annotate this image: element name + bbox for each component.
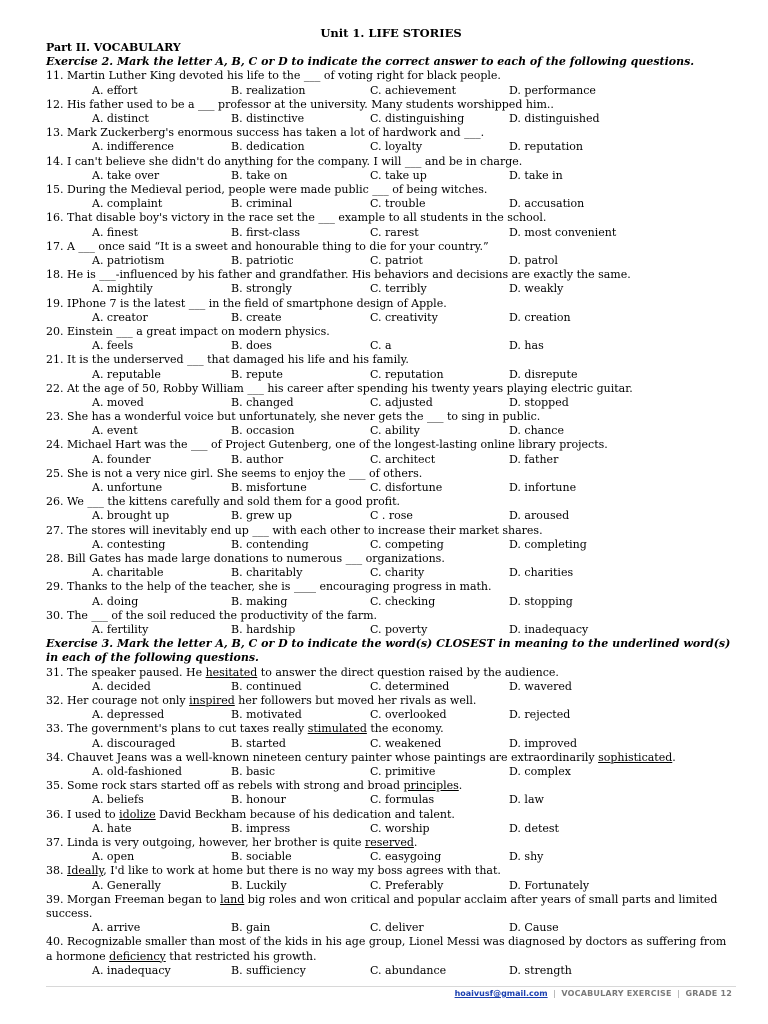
question-text-after: her followers but moved her rivals as well. bbox=[234, 694, 477, 708]
option-d: D. complex bbox=[509, 765, 571, 778]
question-text-before: 31. The speaker paused. He bbox=[46, 665, 206, 679]
option-a: A. brought up bbox=[92, 509, 170, 523]
option-d: D. take in bbox=[509, 168, 563, 182]
option-d: D. weakly bbox=[509, 282, 564, 296]
answer-options-row bbox=[46, 481, 736, 495]
option-c: C. achievement bbox=[370, 83, 457, 97]
option-c: C. rarest bbox=[370, 225, 419, 239]
option-d: D. rejected bbox=[509, 708, 571, 722]
answer-options-row bbox=[46, 396, 736, 410]
option-b: B. impress bbox=[231, 821, 291, 835]
option-b: B. author bbox=[231, 452, 284, 466]
option-c: C. competing bbox=[370, 537, 444, 551]
question-text-before: 38. bbox=[46, 864, 67, 878]
footer-grade: GRADE 12 bbox=[685, 989, 732, 998]
question-text-before: 34. Chauvet Jeans was a well-known nineteen century painter whose paintings are extraordinarily bbox=[46, 750, 599, 764]
option-a: A. reputable bbox=[92, 367, 161, 381]
question-text-after: . bbox=[672, 750, 676, 764]
question-text bbox=[46, 722, 736, 736]
option-d: D. reputation bbox=[509, 140, 583, 154]
underlined-word: stimulated bbox=[307, 722, 367, 736]
option-c: C. poverty bbox=[370, 623, 428, 637]
option-c: C. trouble bbox=[370, 197, 426, 211]
option-c: C. worship bbox=[370, 821, 430, 835]
option-c: C. ability bbox=[370, 424, 420, 438]
option-d: D. distinguished bbox=[509, 112, 600, 125]
footer-divider bbox=[46, 986, 736, 987]
answer-options-row bbox=[46, 964, 736, 978]
option-b: B. first-class bbox=[231, 225, 300, 239]
option-b: B. continued bbox=[231, 679, 302, 693]
option-b: B. grew up bbox=[231, 509, 292, 523]
option-a: A. indifference bbox=[92, 140, 174, 154]
option-b: B. sufficiency bbox=[231, 963, 306, 977]
option-d: D. accusation bbox=[509, 197, 585, 211]
option-d: D. creation bbox=[509, 310, 571, 324]
question-text-after: to answer the direct question raised by the audience. bbox=[257, 665, 559, 679]
option-d: D. charities bbox=[509, 566, 574, 580]
question-text: 17. A ___ once said “It is a sweet and honourable thing to die for your country.” bbox=[46, 239, 489, 253]
option-b: B. motivated bbox=[231, 708, 302, 722]
question-text bbox=[46, 779, 736, 793]
option-c: C. reputation bbox=[370, 367, 444, 381]
question-text bbox=[46, 808, 736, 822]
question-text: 25. She is not a very nice girl. She seems to enjoy the ___ of others. bbox=[46, 466, 423, 480]
answer-options-row bbox=[46, 566, 736, 580]
question-text: 19. IPhone 7 is the latest ___ in the field of smartphone design of Apple. bbox=[46, 296, 447, 310]
underlined-word: sophisticated bbox=[598, 750, 673, 764]
question-text bbox=[46, 893, 736, 921]
answer-options-row bbox=[46, 339, 736, 353]
exercise-3-questions bbox=[46, 666, 736, 978]
option-c: C. formulas bbox=[370, 793, 435, 807]
option-c: C. terribly bbox=[370, 282, 427, 296]
option-b: B. honour bbox=[231, 793, 286, 807]
question-text bbox=[46, 864, 736, 878]
answer-options-row bbox=[46, 311, 736, 325]
option-a: A. finest bbox=[92, 225, 138, 239]
option-c: C. charity bbox=[370, 566, 425, 580]
option-b: B. changed bbox=[231, 395, 294, 409]
option-c: C. creativity bbox=[370, 310, 438, 324]
option-d: D. strength bbox=[509, 963, 572, 977]
answer-options-row bbox=[46, 538, 736, 552]
answer-options-row bbox=[46, 509, 736, 523]
exercise-3-heading: Exercise 3. Mark the letter A, B, C or D to indicate the word(s) CLOSEST in meaning to the underlined word(s) in each of the following questions. bbox=[46, 637, 731, 665]
answer-options-row bbox=[46, 793, 736, 807]
footer-separator: | bbox=[553, 989, 556, 998]
option-a: A. creator bbox=[92, 310, 148, 324]
option-a: A. contesting bbox=[92, 537, 166, 551]
question-text: 23. She has a wonderful voice but unfortunately, she never gets the ___ to sing in public. bbox=[46, 410, 541, 424]
option-a: A. mightily bbox=[92, 282, 153, 296]
option-b: B. occasion bbox=[231, 424, 295, 438]
option-c: C. architect bbox=[370, 452, 436, 466]
option-a: A. fertility bbox=[92, 623, 149, 637]
answer-options-row bbox=[46, 112, 736, 126]
option-d: D. shy bbox=[509, 850, 544, 864]
question-text: 16. That disable boy's victory in the race set the ___ example to all students in the school. bbox=[46, 211, 547, 225]
option-d: D. Cause bbox=[509, 921, 559, 935]
option-c: C. primitive bbox=[370, 765, 436, 778]
answer-options-row bbox=[46, 680, 736, 694]
option-b: B. charitably bbox=[231, 566, 303, 580]
answer-options-row bbox=[46, 453, 736, 467]
question-text-before: 35. Some rock stars started off as rebels with strong and broad bbox=[46, 779, 404, 793]
answer-options-row bbox=[46, 595, 736, 609]
option-a: A. moved bbox=[92, 395, 144, 409]
option-c: C. take up bbox=[370, 168, 427, 182]
question-text-before: 37. Linda is very outgoing, however, her brother is quite bbox=[46, 835, 365, 849]
question-text-after: the economy. bbox=[366, 722, 444, 736]
option-a: A. beliefs bbox=[92, 793, 144, 807]
footer-email-link[interactable]: hoaivusf@gmail.com bbox=[454, 989, 548, 998]
option-b: B. dedication bbox=[231, 140, 305, 154]
underlined-word: deficiency bbox=[109, 949, 166, 963]
exercise-2-questions bbox=[46, 69, 736, 637]
question-text: 14. I can't believe she didn't do anything for the company. I will ___ and be in charge. bbox=[46, 154, 523, 168]
question-text bbox=[46, 935, 736, 963]
option-a: A. event bbox=[92, 424, 138, 438]
option-a: A. distinct bbox=[92, 112, 149, 125]
question-text: 28. Bill Gates has made large donations to numerous ___ organizations. bbox=[46, 552, 445, 566]
option-a: A. discouraged bbox=[92, 736, 176, 750]
footer-label: VOCABULARY EXERCISE bbox=[561, 989, 672, 998]
answer-options-row bbox=[46, 737, 736, 751]
option-a: A. hate bbox=[92, 821, 132, 835]
option-a: A. charitable bbox=[92, 566, 164, 580]
option-d: D. aroused bbox=[509, 509, 570, 523]
option-c: C. determined bbox=[370, 679, 450, 693]
question-text-after: . bbox=[413, 835, 418, 849]
option-c: C. Preferably bbox=[370, 878, 444, 892]
underlined-word: idolize bbox=[119, 807, 156, 821]
option-d: D. infortune bbox=[509, 481, 577, 495]
option-c: C. abundance bbox=[370, 963, 447, 977]
option-d: D. chance bbox=[509, 424, 564, 438]
question-text: 11. Martin Luther King devoted his life to the ___ of voting right for black people. bbox=[46, 69, 501, 83]
underlined-word: principles bbox=[403, 779, 459, 793]
answer-options-row bbox=[46, 850, 736, 864]
option-a: A. inadequacy bbox=[92, 963, 171, 977]
answer-options-row bbox=[46, 197, 736, 211]
question-text: 15. During the Medieval period, people were made public ___ of being witches. bbox=[46, 182, 488, 196]
option-d: D. improved bbox=[509, 736, 578, 750]
option-a: A. feels bbox=[92, 339, 134, 353]
option-b: B. Luckily bbox=[231, 878, 287, 892]
option-c: C . rose bbox=[370, 509, 413, 523]
question-text-after: big roles and won critical and popular acclaim after years of small parts and limited success. bbox=[46, 892, 718, 920]
option-d: D. law bbox=[509, 793, 544, 807]
answer-options-row bbox=[46, 84, 736, 98]
underlined-word: reserved bbox=[364, 835, 414, 849]
option-b: B. realization bbox=[231, 83, 306, 97]
option-d: D. inadequacy bbox=[509, 623, 589, 637]
question-text-after: David Beckham because of his dedication and talent. bbox=[155, 807, 455, 821]
option-b: B. making bbox=[231, 594, 288, 608]
question-text bbox=[46, 751, 736, 765]
option-d: D. stopping bbox=[509, 594, 573, 608]
option-c: C. easygoing bbox=[370, 850, 442, 864]
option-b: B. basic bbox=[231, 765, 275, 778]
option-c: C. adjusted bbox=[370, 395, 433, 409]
option-b: B. take on bbox=[231, 168, 288, 182]
option-a: A. patriotism bbox=[92, 253, 165, 267]
option-a: A. open bbox=[92, 850, 135, 864]
option-d: D. most convenient bbox=[509, 225, 617, 239]
question-text-before: 33. The government's plans to cut taxes really bbox=[46, 722, 308, 736]
option-c: C. patriot bbox=[370, 253, 423, 267]
question-text: 13. Mark Zuckerberg's enormous success has taken a lot of hardwork and ___. bbox=[46, 126, 485, 140]
option-a: A. founder bbox=[92, 452, 151, 466]
exercise-2-heading: Exercise 2. Mark the letter A, B, C or D to indicate the correct answer to each of the following questions. bbox=[46, 55, 695, 69]
option-d: D. performance bbox=[509, 83, 596, 97]
option-b: B. repute bbox=[231, 367, 283, 381]
underlined-word: hesitated bbox=[205, 665, 258, 679]
option-d: D. has bbox=[509, 339, 544, 353]
page-footer bbox=[455, 989, 732, 998]
option-b: B. started bbox=[231, 736, 286, 750]
option-d: D. completing bbox=[509, 537, 587, 551]
answer-options-row bbox=[46, 140, 736, 154]
question-text: 29. Thanks to the help of the teacher, she is ____ encouraging progress in math. bbox=[46, 580, 492, 594]
option-b: B. misfortune bbox=[231, 481, 307, 495]
question-text: 20. Einstein ___ a great impact on modern physics. bbox=[46, 324, 330, 338]
underlined-word: Ideally bbox=[67, 864, 104, 878]
question-text: 12. His father used to be a ___ professor at the university. Many students worshipped him.. bbox=[46, 97, 554, 111]
answer-options-row bbox=[46, 226, 736, 240]
option-b: B. distinctive bbox=[231, 112, 305, 125]
answer-options-row bbox=[46, 169, 736, 183]
option-b: B. strongly bbox=[231, 282, 292, 296]
answer-options-row bbox=[46, 254, 736, 268]
option-d: D. disrepute bbox=[509, 367, 578, 381]
answer-options-row bbox=[46, 368, 736, 382]
question-text: 26. We ___ the kittens carefully and sold them for a good profit. bbox=[46, 495, 401, 509]
option-a: A. unfortune bbox=[92, 481, 163, 495]
question-text bbox=[46, 694, 736, 708]
answer-options-row bbox=[46, 879, 736, 893]
question-text: 30. The ___ of the soil reduced the productivity of the farm. bbox=[46, 608, 378, 622]
question-text-before: 32. Her courage not only bbox=[46, 694, 190, 708]
answer-options-row bbox=[46, 765, 736, 779]
option-d: D. father bbox=[509, 452, 559, 466]
question-text: 22. At the age of 50, Robby William ___ his career after spending his twenty years playing electric guitar. bbox=[46, 381, 633, 395]
option-a: A. depressed bbox=[92, 708, 165, 722]
option-c: C. weakened bbox=[370, 736, 442, 750]
answer-options-row bbox=[46, 282, 736, 296]
option-c: C. overlooked bbox=[370, 708, 447, 722]
underlined-word: land bbox=[220, 892, 245, 906]
question-text: 18. He is ___-influenced by his father and grandfather. His behaviors and decisions are exactly the same. bbox=[46, 268, 631, 282]
option-a: A. decided bbox=[92, 679, 151, 693]
answer-options-row bbox=[46, 921, 736, 935]
worksheet-page bbox=[46, 26, 736, 978]
option-a: A. old-fashioned bbox=[92, 765, 182, 778]
answer-options-row bbox=[46, 822, 736, 836]
option-a: A. arrive bbox=[92, 921, 141, 935]
option-c: C. loyalty bbox=[370, 140, 423, 154]
option-d: D. stopped bbox=[509, 395, 569, 409]
question-text-before: 40. Recognizable smaller than most of the kids in his age group, Lionel Messi was diagnosed by doctors as suffering from a hormone bbox=[46, 935, 727, 963]
option-a: A. complaint bbox=[92, 197, 163, 211]
question-text-before: 36. I used to bbox=[46, 807, 120, 821]
option-d: D. wavered bbox=[509, 679, 572, 693]
question-text: 27. The stores will inevitably end up ___ with each other to increase their market shares. bbox=[46, 523, 543, 537]
option-c: C. disfortune bbox=[370, 481, 443, 495]
option-a: A. take over bbox=[92, 168, 160, 182]
option-d: D. detest bbox=[509, 821, 559, 835]
question-text-before: 39. Morgan Freeman began to bbox=[46, 892, 221, 906]
question-text-after: , I'd like to work at home but there is no way my boss agrees with that. bbox=[103, 864, 501, 878]
answer-options-row bbox=[46, 424, 736, 438]
answer-options-row bbox=[46, 708, 736, 722]
footer-separator: | bbox=[677, 989, 680, 998]
question-text: 24. Michael Hart was the ___ of Project Gutenberg, one of the longest-lasting online library projects. bbox=[46, 438, 608, 452]
question-text bbox=[46, 836, 736, 850]
option-b: B. patriotic bbox=[231, 253, 294, 267]
option-b: B. contending bbox=[231, 537, 309, 551]
option-b: B. criminal bbox=[231, 197, 293, 211]
option-c: C. distinguishing bbox=[370, 112, 465, 125]
answer-options-row bbox=[46, 623, 736, 637]
question-text-after: that restricted his growth. bbox=[165, 949, 317, 963]
option-c: C. deliver bbox=[370, 921, 424, 935]
question-text-after: . bbox=[458, 779, 463, 793]
page-title: Unit 1. LIFE STORIES bbox=[320, 26, 462, 40]
option-b: B. does bbox=[231, 339, 272, 353]
option-d: D. Fortunately bbox=[509, 878, 590, 892]
option-b: B. sociable bbox=[231, 850, 292, 864]
option-a: A. Generally bbox=[92, 878, 161, 892]
option-a: A. effort bbox=[92, 83, 138, 97]
part-heading: Part II. VOCABULARY bbox=[46, 41, 181, 54]
option-b: B. gain bbox=[231, 921, 271, 935]
option-a: A. doing bbox=[92, 594, 139, 608]
underlined-word: inspired bbox=[189, 694, 235, 708]
question-text bbox=[46, 666, 736, 680]
option-d: D. patrol bbox=[509, 253, 558, 267]
option-c: C. a bbox=[370, 339, 392, 353]
question-text: 21. It is the underserved ___ that damaged his life and his family. bbox=[46, 353, 409, 367]
option-b: B. hardship bbox=[231, 623, 296, 637]
option-b: B. create bbox=[231, 310, 282, 324]
option-c: C. checking bbox=[370, 594, 436, 608]
